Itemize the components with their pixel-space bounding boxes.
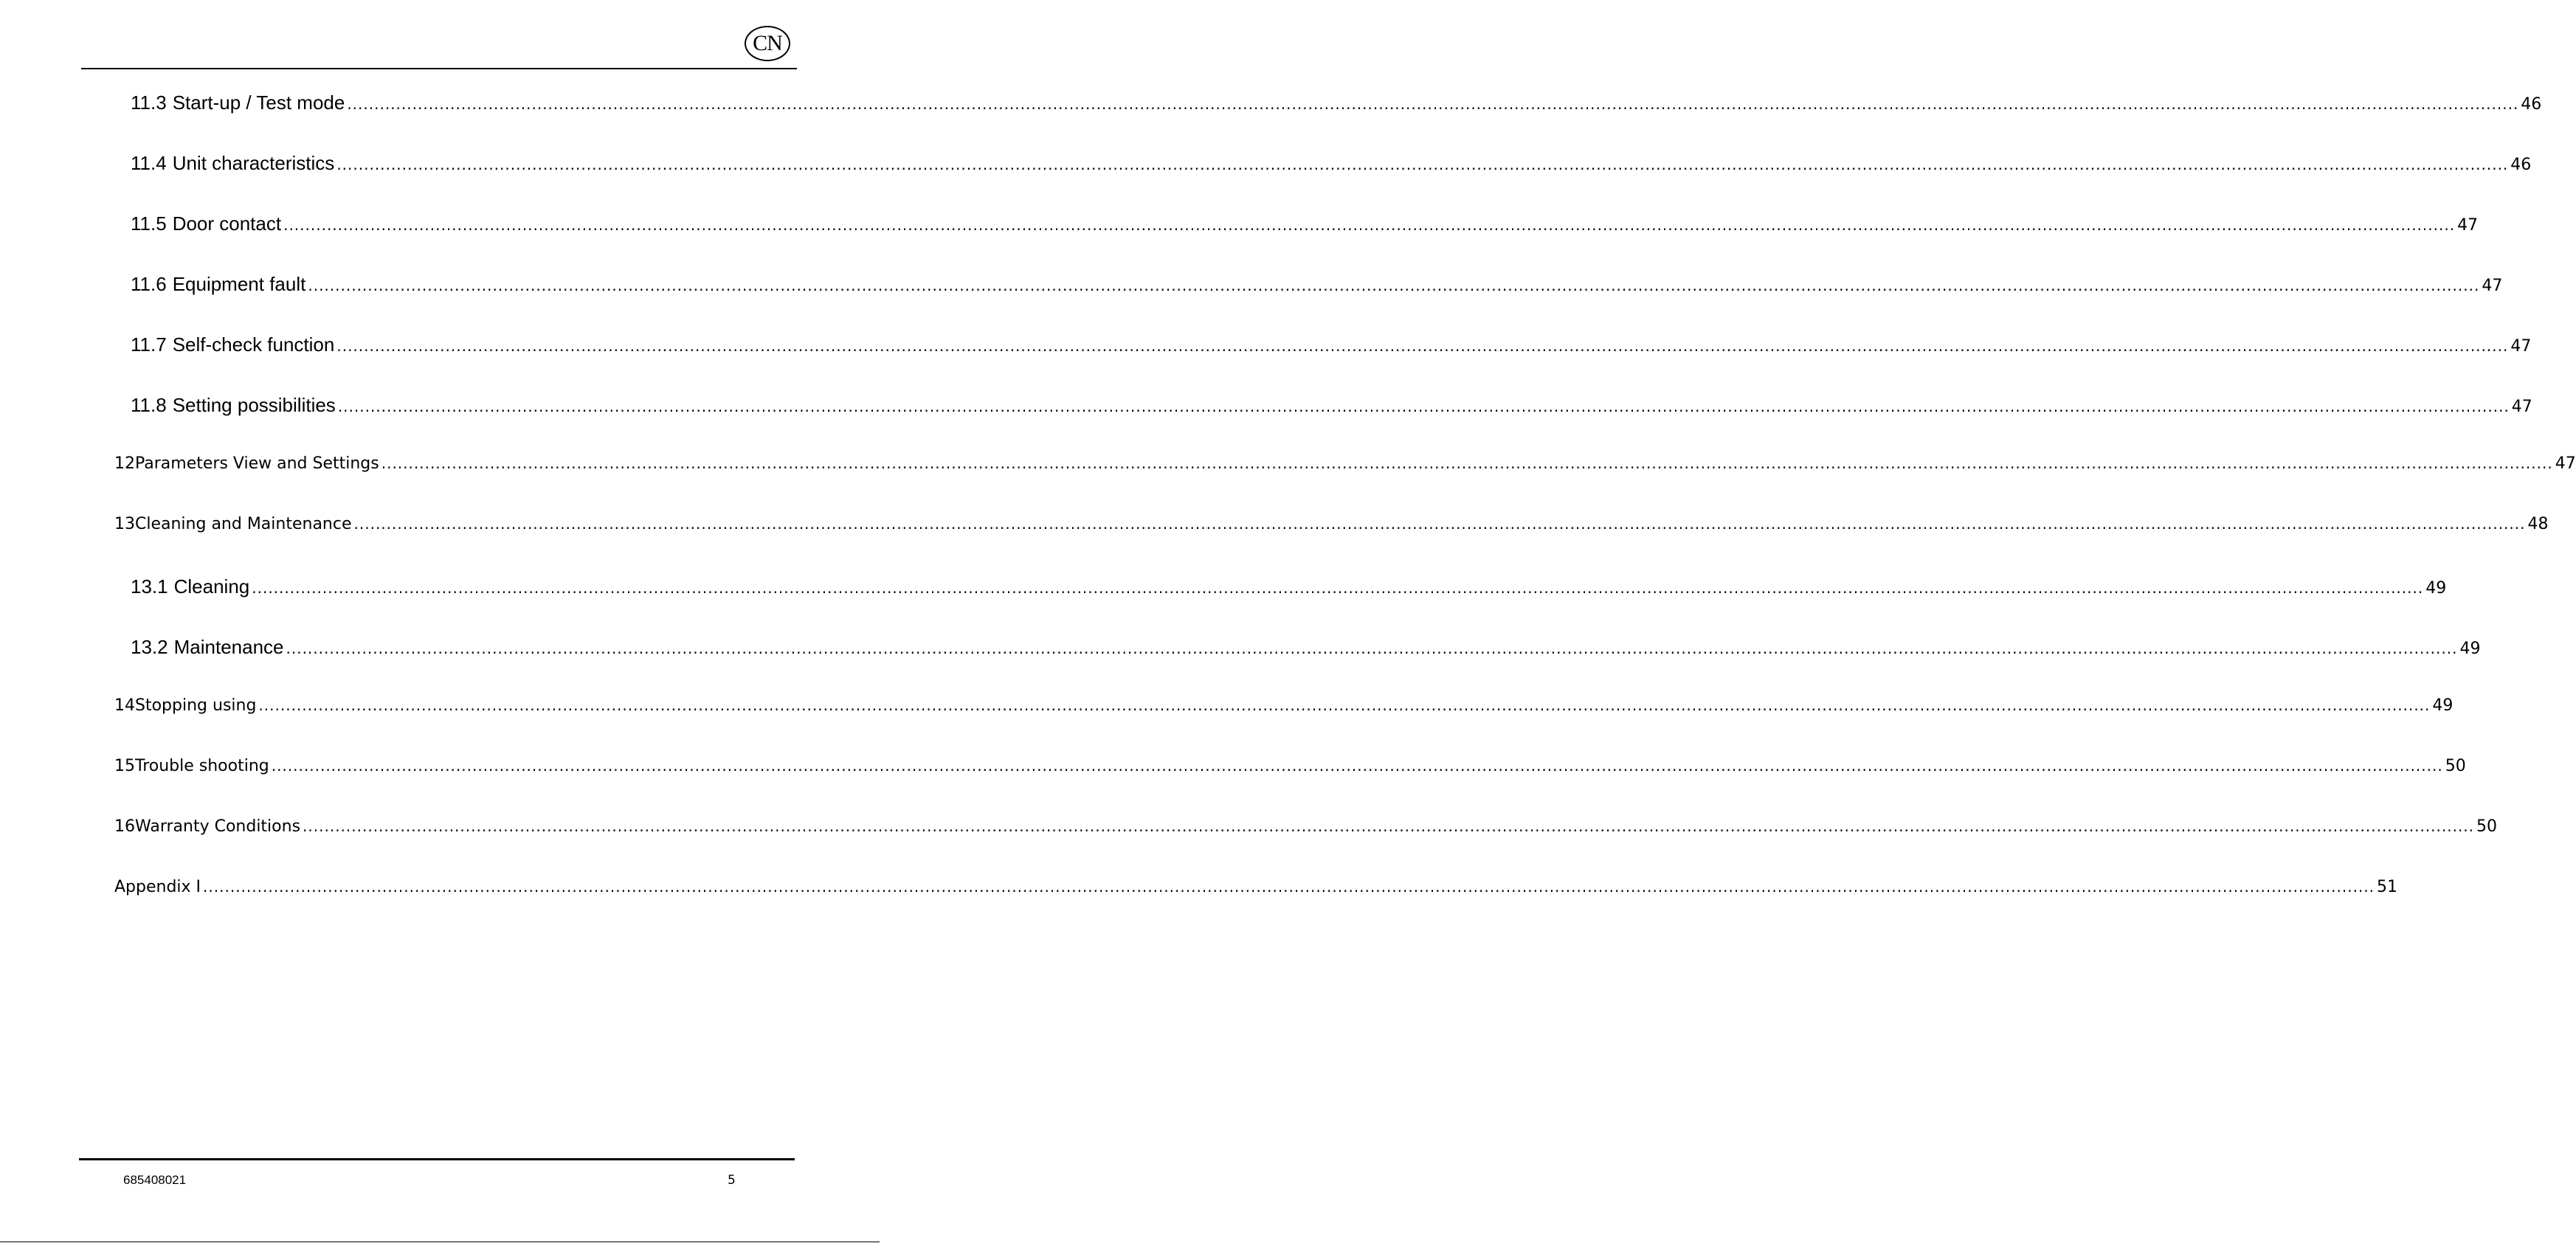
toc-entry-number: 11.5 — [131, 212, 167, 235]
toc-entry-number: 11.8 — [131, 394, 167, 416]
toc-entry[interactable] — [114, 878, 2398, 903]
toc-entry-page: 47 — [2457, 216, 2479, 235]
toc-entry-title: Self-check function — [172, 333, 335, 356]
toc-dot-leader: ................................................................................................................................................................................................................................................................................................................................................................................................................ — [337, 398, 2510, 415]
toc-entry-number: 16 — [114, 817, 135, 836]
toc-entry-title: Setting possibilities — [172, 394, 336, 416]
toc-entry-title: Unit characteristics — [172, 152, 335, 174]
toc-entry-title: Cleaning — [173, 575, 250, 598]
toc-entry[interactable] — [114, 696, 2454, 721]
toc-dot-leader: ................................................................................................................................................................................................................................................................................................................................................................................................................ — [203, 878, 2375, 896]
toc-entry-number: 11.6 — [131, 273, 167, 295]
toc-entry-page: 49 — [2432, 696, 2454, 715]
toc-dot-leader: ................................................................................................................................................................................................................................................................................................................................................................................................................ — [381, 454, 2553, 472]
toc-dot-leader: ................................................................................................................................................................................................................................................................................................................................................................................................................ — [347, 95, 2519, 113]
toc-entry[interactable] — [114, 454, 2576, 479]
toc-entry[interactable] — [114, 515, 2549, 540]
toc-entry-page: 51 — [2377, 878, 2398, 896]
toc-entry[interactable] — [131, 575, 2447, 600]
toc-entry-number: 13.1 — [131, 575, 168, 598]
toc-entry-title: Maintenance — [173, 636, 284, 658]
toc-entry-title: Stopping using — [135, 696, 257, 715]
toc-entry-title: Warranty Conditions — [135, 817, 301, 836]
toc-entry-page: 49 — [2425, 579, 2447, 598]
toc-entry-number: 14 — [114, 696, 135, 715]
toc-dot-leader: ................................................................................................................................................................................................................................................................................................................................................................................................................ — [303, 817, 2475, 835]
toc-entry-number: 12 — [114, 454, 135, 473]
toc-entry[interactable] — [131, 333, 2532, 359]
toc-entry-title: Equipment fault — [172, 273, 306, 295]
toc-entry-page: 49 — [2459, 640, 2481, 658]
footer-document-number: 685408021 — [123, 1173, 187, 1187]
toc-entry[interactable] — [131, 152, 2532, 177]
toc-entry-title: Trouble shooting — [135, 757, 269, 775]
footer-rule — [79, 1158, 795, 1160]
toc-entry-page: 47 — [2482, 277, 2503, 295]
toc-entry-number: 11.4 — [131, 152, 167, 174]
toc-entry-title: Parameters View and Settings — [135, 454, 379, 473]
toc-dot-leader: ................................................................................................................................................................................................................................................................................................................................................................................................................ — [336, 337, 2509, 355]
toc-entry[interactable] — [114, 817, 2498, 842]
cn-language-badge — [745, 26, 790, 61]
toc-entry[interactable] — [131, 394, 2532, 419]
toc-dot-leader: ................................................................................................................................................................................................................................................................................................................................................................................................................ — [353, 515, 2526, 533]
toc-entry-page: 47 — [2510, 337, 2532, 356]
toc-entry[interactable] — [131, 273, 2503, 298]
toc-entry-page: 47 — [2555, 454, 2576, 473]
toc-entry-title: Appendix I — [114, 878, 201, 896]
toc-entry[interactable] — [131, 636, 2481, 661]
toc-dot-leader: ................................................................................................................................................................................................................................................................................................................................................................................................................ — [286, 640, 2458, 657]
toc-entry-page: 46 — [2521, 95, 2542, 114]
toc-entry[interactable] — [114, 757, 2466, 782]
toc-dot-leader: ................................................................................................................................................................................................................................................................................................................................................................................................................ — [252, 579, 2424, 597]
toc-entry-title: Start-up / Test mode — [172, 91, 345, 114]
toc-entry-page: 47 — [2511, 398, 2532, 416]
header-rule — [81, 68, 797, 69]
toc-dot-leader: ................................................................................................................................................................................................................................................................................................................................................................................................................ — [336, 156, 2509, 173]
footer-page-number: 5 — [728, 1173, 736, 1188]
toc-entry-number: 15 — [114, 757, 135, 775]
toc-entry-number: 11.7 — [131, 333, 167, 356]
toc-entry[interactable] — [131, 212, 2479, 238]
toc-entry-number: 13.2 — [131, 636, 168, 658]
toc-entry-page: 46 — [2510, 156, 2532, 174]
toc-dot-leader: ................................................................................................................................................................................................................................................................................................................................................................................................................ — [271, 757, 2443, 775]
toc-entry-number: 13 — [114, 515, 135, 533]
toc-entry-page: 50 — [2445, 757, 2466, 775]
toc-dot-leader: ................................................................................................................................................................................................................................................................................................................................................................................................................ — [258, 696, 2431, 714]
toc-dot-leader: ................................................................................................................................................................................................................................................................................................................................................................................................................ — [283, 216, 2456, 234]
toc-dot-leader: ................................................................................................................................................................................................................................................................................................................................................................................................................ — [308, 277, 2480, 294]
toc-entry-title: Cleaning and Maintenance — [135, 515, 352, 533]
toc-entry[interactable] — [131, 91, 2542, 117]
cn-badge-label: CN — [753, 31, 782, 55]
toc-entry-title: Door contact — [172, 212, 282, 235]
toc-entry-page: 48 — [2527, 515, 2549, 533]
toc-entry-page: 50 — [2476, 817, 2498, 836]
toc-entry-number: 11.3 — [131, 91, 167, 114]
